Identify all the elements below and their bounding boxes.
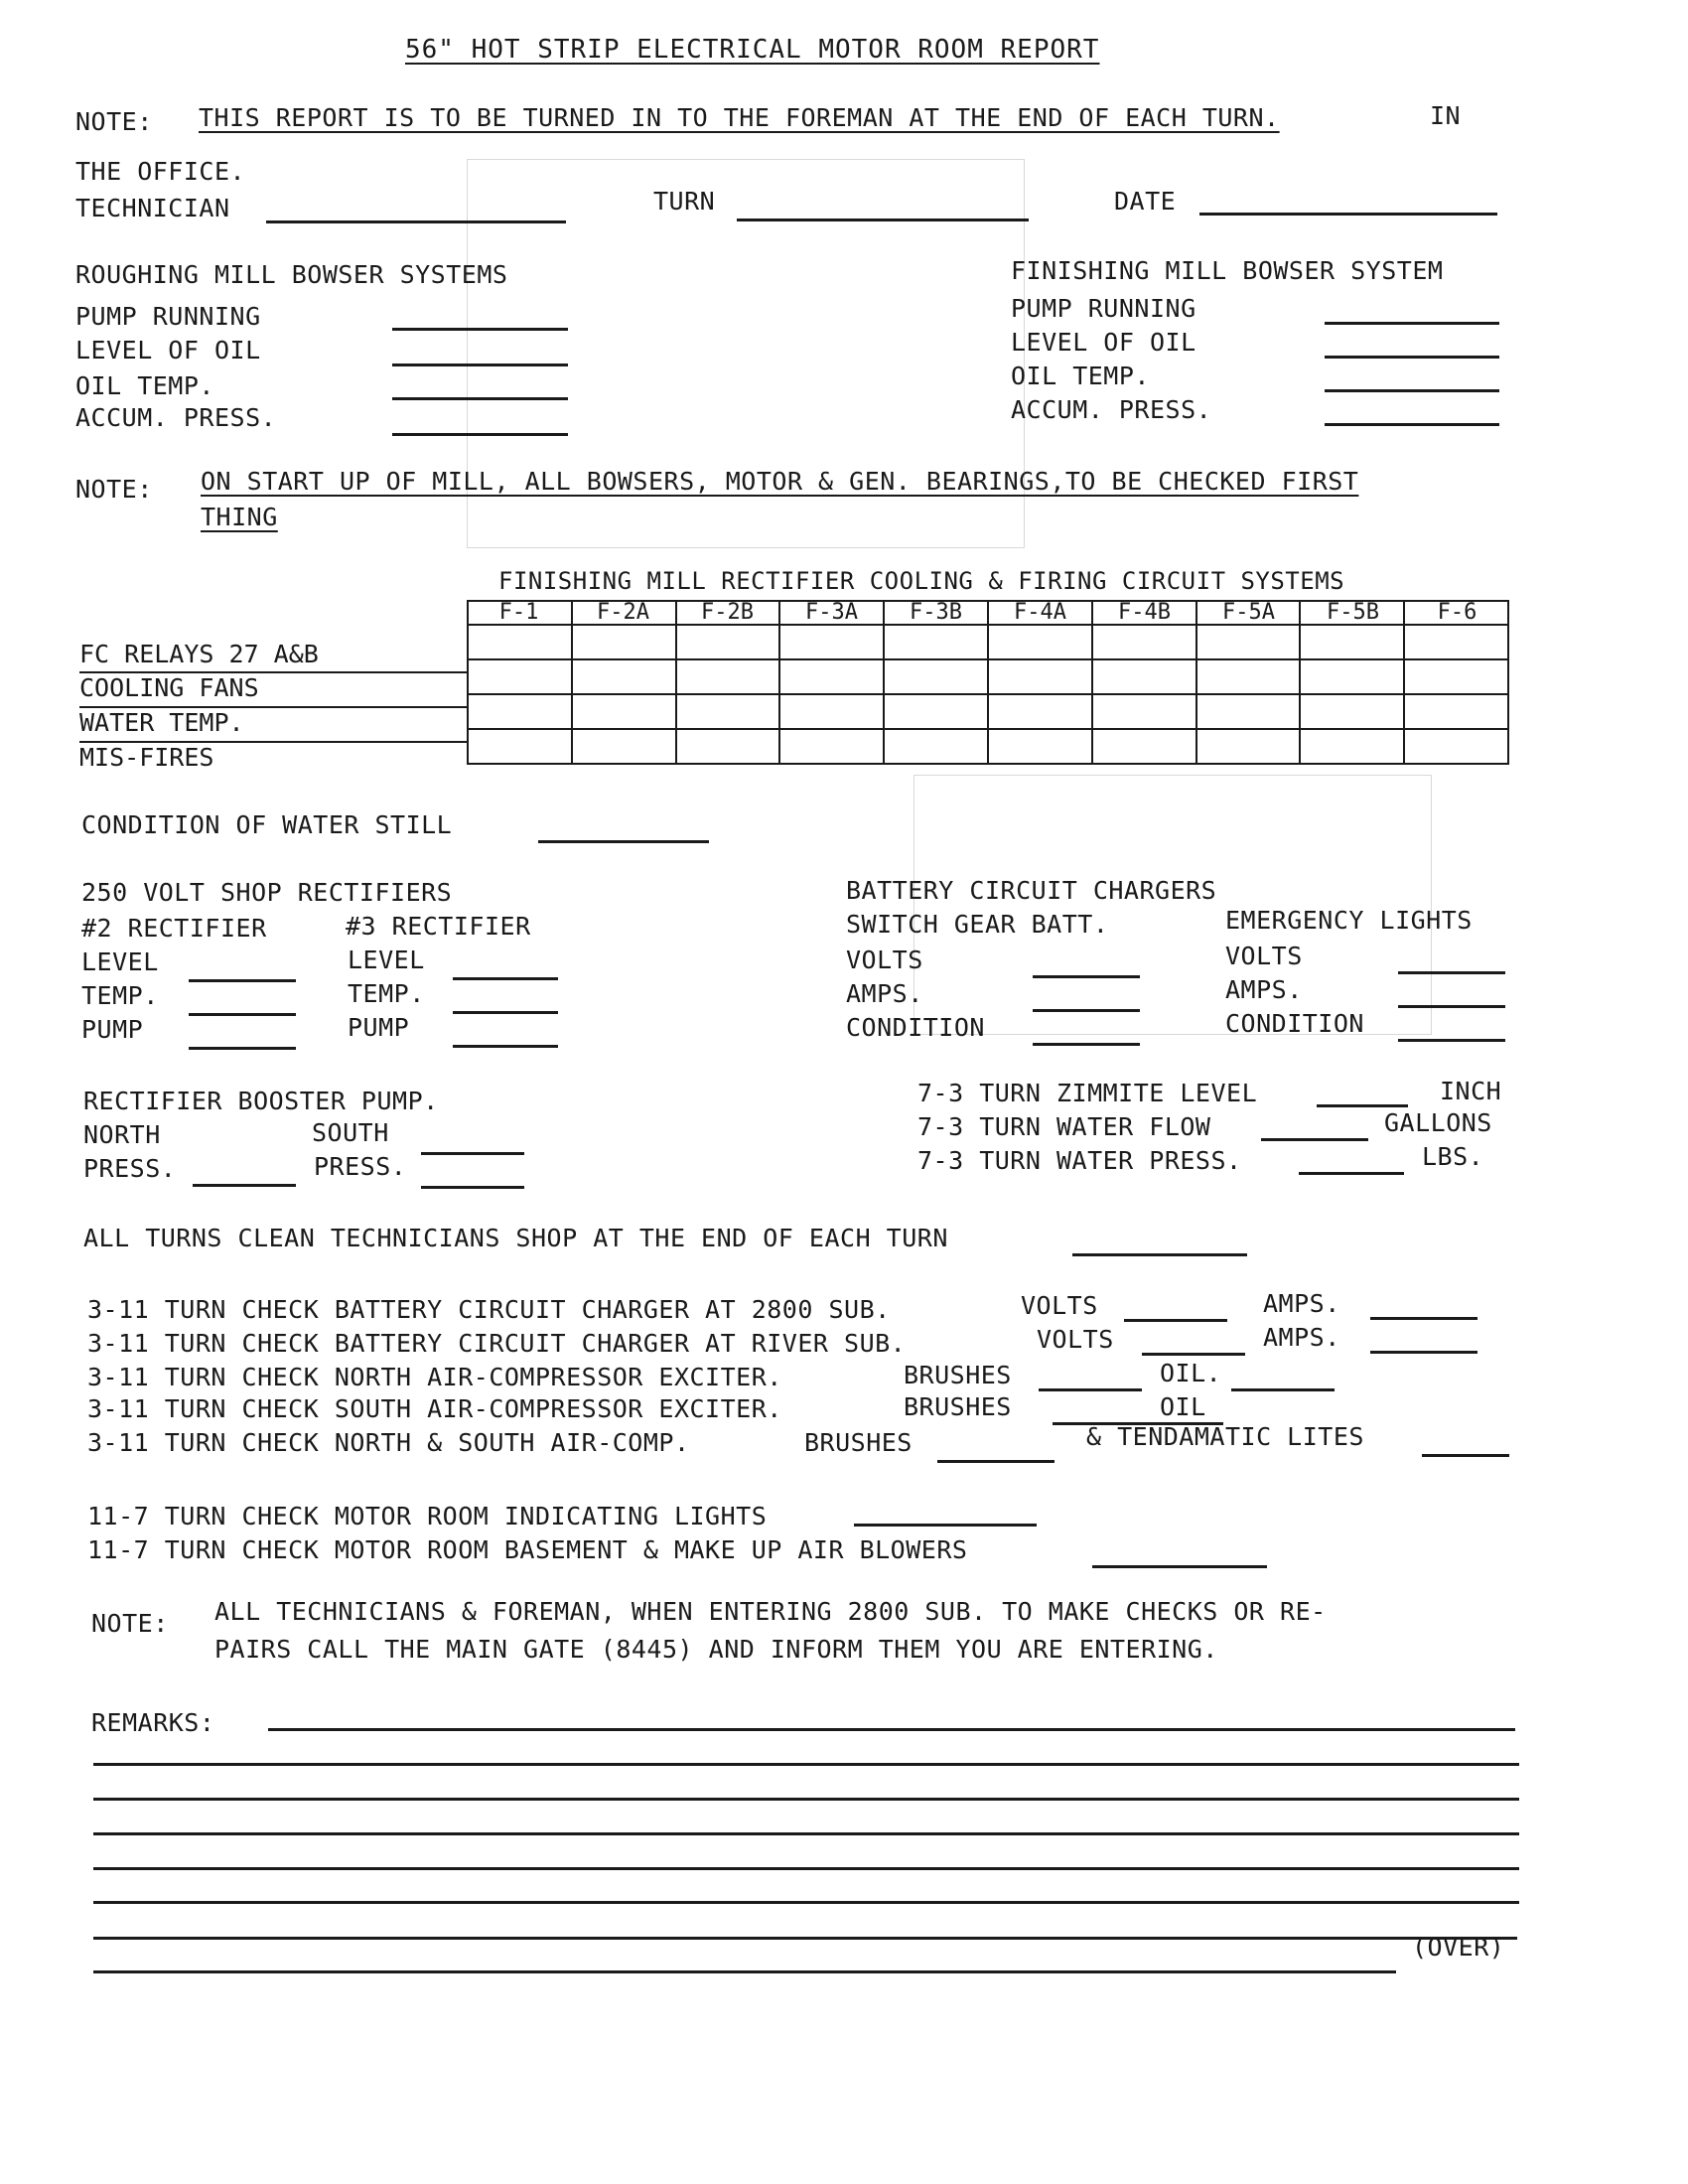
emergency-item: VOLTS [1225,942,1303,970]
finishing-press-field[interactable] [1325,423,1499,426]
cell[interactable] [676,694,780,729]
cell[interactable] [1092,729,1196,764]
cell[interactable] [1404,659,1508,694]
roughing-pump-field[interactable] [392,328,568,331]
cell[interactable] [1300,729,1404,764]
cell[interactable] [884,694,988,729]
indicating-lights-field[interactable] [854,1524,1037,1527]
water-still-field[interactable] [538,840,709,843]
turn-7-3-unit: LBS. [1422,1142,1484,1171]
rect3-item: TEMP. [348,979,425,1008]
page-title: 56" HOT STRIP ELECTRICAL MOTOR ROOM REPORT [405,35,1100,65]
turn-field[interactable] [737,218,1029,221]
remarks-line[interactable] [93,1901,1519,1904]
charger-river-amps-field[interactable] [1370,1351,1477,1354]
water-press-field[interactable] [1299,1172,1404,1175]
roughing-item: PUMP RUNNING [75,302,261,331]
column-header: F-4B [1118,600,1171,625]
date-label: DATE [1114,187,1177,216]
turn-7-3-item: 7-3 TURN WATER PRESS. [917,1146,1242,1175]
shop-rectifiers-heading: 250 VOLT SHOP RECTIFIERS [81,878,453,907]
turn-7-3-item: 7-3 TURN ZIMMITE LEVEL [917,1079,1258,1107]
finishing-heading: FINISHING MILL BOWSER SYSTEM [1011,256,1444,285]
cell[interactable] [1300,659,1404,694]
rectifier-table-title: FINISHING MILL RECTIFIER COOLING & FIRING CIRCUIT SYSTEMS [498,567,1345,595]
rect3-item: PUMP [348,1013,410,1042]
row-label: MIS-FIRES [79,743,214,772]
rect3-temp-field[interactable] [453,1011,558,1014]
rectifier-2-label: #2 RECTIFIER [81,914,267,943]
turn-7-3-unit: INCH [1440,1077,1502,1105]
cell[interactable] [572,625,676,659]
remarks-line[interactable] [93,1970,1396,1973]
rect2-item: LEVEL [81,947,159,976]
column-header: F-1 [498,600,539,625]
note-label: NOTE: [75,107,153,136]
column-header: F-5A [1222,600,1275,625]
row-divider [79,706,469,708]
turn-3-11-item: 3-11 TURN CHECK BATTERY CIRCUIT CHARGER AT RIVER SUB. [87,1329,907,1358]
turn-3-11-item: 3-11 TURN CHECK NORTH & SOUTH AIR-COMP. [87,1428,690,1457]
brushes-label: BRUSHES [904,1361,1012,1389]
rect2-item: TEMP. [81,981,159,1010]
note-text-line2: THING [201,503,278,531]
finishing-temp-field[interactable] [1325,389,1499,392]
technician-label: TECHNICIAN [75,194,230,222]
remarks-line[interactable] [93,1832,1519,1835]
roughing-item: LEVEL OF OIL [75,336,261,364]
cell[interactable] [884,729,988,764]
booster-pump-heading: RECTIFIER BOOSTER PUMP. [83,1087,439,1115]
roughing-heading: ROUGHING MILL BOWSER SYSTEMS [75,260,508,289]
row-label: WATER TEMP. [79,708,244,737]
cell[interactable] [676,729,780,764]
note-text: ALL TECHNICIANS & FOREMAN, WHEN ENTERING 2800 SUB. TO MAKE CHECKS OR RE- [214,1597,1327,1626]
column-header: F-2A [597,600,649,625]
emergency-item: AMPS. [1225,975,1303,1004]
south-press-label: PRESS. [314,1152,407,1181]
cell[interactable] [1300,694,1404,729]
switch-gear-volts-field[interactable] [1033,975,1140,978]
roughing-item: OIL TEMP. [75,371,214,400]
note-text-tail: IN [1430,101,1462,130]
brushes-label: BRUSHES [904,1392,1012,1421]
oil-label: OIL. [1160,1359,1222,1387]
roughing-level-field[interactable] [392,364,568,366]
cell[interactable] [1196,694,1301,729]
south-label: SOUTH [312,1118,389,1147]
turn-11-7-item: 11-7 TURN CHECK MOTOR ROOM BASEMENT & MAKE UP AIR BLOWERS [87,1535,968,1564]
over-label: (OVER) [1412,1933,1505,1962]
switch-gear-item: AMPS. [846,979,923,1008]
north-press-label: PRESS. [83,1154,177,1183]
roughing-temp-field[interactable] [392,397,568,400]
note-text: THIS REPORT IS TO BE TURNED IN TO THE FOREMAN AT THE END OF EACH TURN. [199,103,1280,132]
cell[interactable] [468,694,572,729]
cell[interactable] [676,625,780,659]
cell[interactable] [1404,625,1508,659]
cell[interactable] [572,659,676,694]
battery-chargers-heading: BATTERY CIRCUIT CHARGERS [846,876,1217,905]
rectifier-3-label: #3 RECTIFIER [346,912,531,941]
finishing-item: LEVEL OF OIL [1011,328,1196,357]
cell[interactable] [1092,659,1196,694]
rect2-level-field[interactable] [189,979,296,982]
column-header: F-3A [805,600,858,625]
column-header: F-6 [1437,600,1477,625]
remarks-label: REMARKS: [91,1708,215,1737]
water-flow-field[interactable] [1261,1138,1368,1141]
row-label: COOLING FANS [79,673,259,702]
clean-shop-label: ALL TURNS CLEAN TECHNICIANS SHOP AT THE END OF EACH TURN [83,1224,948,1252]
turn-label: TURN [653,187,716,216]
note-text-line2: PAIRS CALL THE MAIN GATE (8445) AND INFORM THEM YOU ARE ENTERING. [214,1635,1218,1664]
zimmite-level-field[interactable] [1317,1104,1408,1107]
cell[interactable] [676,659,780,694]
note-text: ON START UP OF MILL, ALL BOWSERS, MOTOR & GEN. BEARINGS,TO BE CHECKED FIRST [201,467,1359,496]
row-divider [79,741,469,743]
cell[interactable] [468,659,572,694]
cell[interactable] [468,625,572,659]
remarks-line[interactable] [93,1763,1519,1766]
rect3-level-field[interactable] [453,977,558,980]
cell[interactable] [468,729,572,764]
roughing-item: ACCUM. PRESS. [75,403,277,432]
emergency-amps-field[interactable] [1398,1005,1505,1008]
note-label: NOTE: [91,1609,169,1638]
rect2-temp-field[interactable] [189,1013,296,1016]
switch-gear-label: SWITCH GEAR BATT. [846,910,1109,939]
cell[interactable] [884,625,988,659]
turn-7-3-unit: GALLONS [1384,1108,1492,1137]
cell[interactable] [1300,625,1404,659]
cell[interactable] [1092,694,1196,729]
amps-label: AMPS. [1263,1289,1340,1318]
remarks-line[interactable] [268,1728,1515,1731]
north-press-field[interactable] [193,1184,296,1187]
north-exciter-oil-field[interactable] [1231,1388,1335,1391]
emergency-lights-label: EMERGENCY LIGHTS [1225,906,1473,935]
remarks-line[interactable] [93,1937,1517,1940]
switch-gear-condition-field[interactable] [1033,1043,1140,1046]
emergency-item: CONDITION [1225,1009,1364,1038]
rect3-pump-field[interactable] [453,1045,558,1048]
south-field[interactable] [421,1152,524,1155]
switch-gear-amps-field[interactable] [1033,1009,1140,1012]
tendamatic-label: & TENDAMATIC LITES [1086,1422,1364,1451]
cell[interactable] [1196,659,1301,694]
cell[interactable] [1092,625,1196,659]
column-header: F-4A [1014,600,1066,625]
cell[interactable] [884,659,988,694]
air-blowers-field[interactable] [1092,1565,1267,1568]
finishing-item: PUMP RUNNING [1011,294,1196,323]
tendamatic-field[interactable] [1422,1454,1509,1457]
column-header: F-3B [910,600,962,625]
column-header: F-5B [1327,600,1379,625]
technician-field[interactable] [266,220,566,223]
rect2-item: PUMP [81,1015,144,1044]
turn-3-11-item: 3-11 TURN CHECK NORTH AIR-COMPRESSOR EXCITER. [87,1363,782,1391]
turn-7-3-item: 7-3 TURN WATER FLOW [917,1112,1211,1141]
turn-11-7-item: 11-7 TURN CHECK MOTOR ROOM INDICATING LIGHTS [87,1502,768,1530]
rect2-pump-field[interactable] [189,1047,296,1050]
charger-river-volts-field[interactable] [1142,1353,1245,1356]
cell[interactable] [988,694,1092,729]
charger-2800-amps-field[interactable] [1370,1317,1477,1320]
switch-gear-item: VOLTS [846,946,923,974]
air-comp-brushes-field[interactable] [937,1460,1055,1463]
brushes-label: BRUSHES [804,1428,913,1457]
finishing-item: ACCUM. PRESS. [1011,395,1212,424]
cell[interactable] [988,729,1092,764]
volts-label: VOLTS [1037,1325,1114,1354]
cell[interactable] [1196,625,1301,659]
cell[interactable] [988,659,1092,694]
cell[interactable] [779,694,884,729]
note-label: NOTE: [75,475,153,504]
cell[interactable] [779,659,884,694]
cell[interactable] [779,729,884,764]
finishing-level-field[interactable] [1325,356,1499,359]
volts-label: VOLTS [1021,1291,1098,1320]
turn-3-11-item: 3-11 TURN CHECK SOUTH AIR-COMPRESSOR EXCITER. [87,1394,782,1423]
finishing-item: OIL TEMP. [1011,362,1150,390]
cell[interactable] [572,729,676,764]
north-exciter-brushes-field[interactable] [1039,1388,1142,1391]
cell[interactable] [779,625,884,659]
note-text-line2: THE OFFICE. [75,157,246,186]
south-press-field[interactable] [421,1186,524,1189]
amps-label: AMPS. [1263,1323,1340,1352]
column-header: F-2B [701,600,754,625]
row-divider [79,671,469,673]
emergency-volts-field[interactable] [1398,971,1505,974]
remarks-line[interactable] [93,1798,1519,1801]
oil-label: OIL [1160,1392,1206,1421]
north-label: NORTH [83,1120,161,1149]
cell[interactable] [572,694,676,729]
row-label: FC RELAYS 27 A&B [79,640,319,668]
cell[interactable] [1404,729,1508,764]
turn-3-11-item: 3-11 TURN CHECK BATTERY CIRCUIT CHARGER AT 2800 SUB. [87,1295,891,1324]
clean-shop-field[interactable] [1072,1253,1247,1256]
cell[interactable] [988,625,1092,659]
remarks-line[interactable] [93,1867,1519,1870]
cell[interactable] [1196,729,1301,764]
date-field[interactable] [1199,213,1497,216]
charger-2800-volts-field[interactable] [1124,1319,1227,1322]
emergency-condition-field[interactable] [1398,1039,1505,1042]
water-still-label: CONDITION OF WATER STILL [81,810,453,839]
roughing-press-field[interactable] [392,433,568,436]
cell[interactable] [1404,694,1508,729]
rect3-item: LEVEL [348,946,425,974]
finishing-pump-field[interactable] [1325,322,1499,325]
switch-gear-item: CONDITION [846,1013,985,1042]
